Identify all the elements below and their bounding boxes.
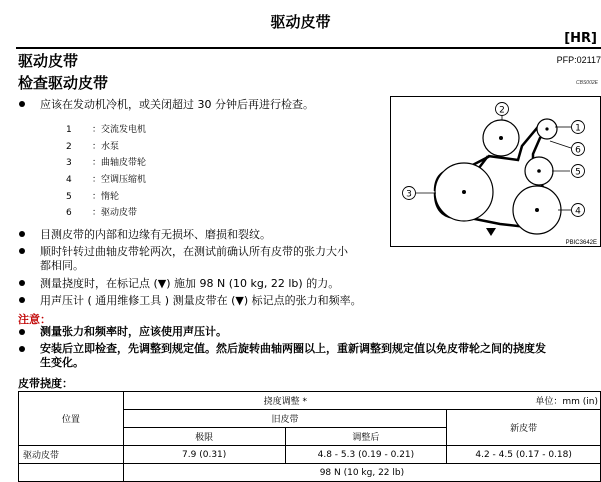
row-new: 4.2 - 4.5 (0.17 - 0.18) — [447, 446, 601, 464]
bullet-item-continued: 都相同。 — [40, 259, 84, 272]
pulley-center — [535, 208, 539, 212]
bullet-dot — [19, 280, 25, 286]
figure-id: PBIC3642E — [565, 240, 597, 246]
legend-item: 1 ：交流发电机 — [66, 125, 147, 135]
header-position: 位置 — [19, 392, 124, 446]
callout-6: 6 — [575, 145, 581, 156]
header-new-belt: 新皮带 — [447, 410, 601, 446]
header-after-adjust: 调整后 — [285, 428, 447, 446]
callout-1: 1 — [575, 123, 581, 134]
section-title: 驱动皮带 — [18, 52, 79, 70]
section-tag: [HR] — [564, 31, 597, 46]
header-rule — [16, 47, 601, 49]
legend-item: 2 ：水泵 — [66, 142, 120, 152]
caution-item: 安装后立即检查，先调整到规定值。然后旋转曲轴两圈以上，重新调整到规定值以免皮带轮之间的挠度发 — [40, 342, 546, 355]
page-title: 驱动皮带 — [270, 13, 331, 31]
header-used-belt: 旧皮带 — [123, 410, 446, 428]
callout-2: 2 — [499, 105, 505, 116]
pulley-center — [462, 190, 466, 194]
bullet-dot — [19, 346, 25, 352]
pulley-center — [545, 127, 548, 130]
pulley-center — [537, 169, 541, 173]
table-row — [19, 464, 601, 482]
legend-item: 4 ：空调压缩机 — [66, 175, 147, 185]
table-header-row — [19, 392, 601, 410]
deflection-table — [18, 391, 601, 482]
legend-item: 3 ：曲轴皮带轮 — [66, 158, 147, 168]
bullet-item: 用声压计 ( 通用维修工具 ) 测量皮带在 (▼) 标记点的张力和频率。 — [40, 294, 362, 307]
row-force: 98 N (10 kg, 22 lb) — [123, 464, 600, 482]
bullet-item: 测量挠度时，在标记点 (▼) 施加 98 N (10 kg, 22 lb) 的力。 — [40, 277, 340, 290]
callout-3: 3 — [406, 189, 412, 200]
row-after: 4.8 - 5.3 (0.19 - 0.21) — [285, 446, 447, 464]
belt-diagram — [390, 96, 601, 247]
reference-code: CBS002E — [576, 80, 598, 86]
bullet-item: 顺时针转过曲轴皮带轮两次，在测试前确认所有皮带的张力大小 — [40, 245, 348, 258]
caution-item-continued: 生变化。 — [40, 356, 84, 369]
row-name: 驱动皮带 — [19, 446, 124, 464]
bullet-item: 目测皮带的内部和边缘有无损坏、磨损和裂纹。 — [40, 228, 271, 241]
legend-item: 5 ：惰轮 — [66, 192, 120, 202]
bullet-dot — [19, 248, 25, 254]
callout-5: 5 — [575, 167, 581, 178]
table-title: 皮带挠度： — [18, 377, 73, 390]
header-unit: 单位：mm (in) — [447, 392, 601, 410]
header-adjust: 挠度调整 * — [123, 392, 446, 410]
caution-label: 注意： — [18, 313, 51, 326]
callout-4: 4 — [575, 206, 581, 217]
intro-bullet: 应该在发动机冷机，或关闭超过 30 分钟后再进行检查。 — [40, 98, 314, 111]
empty-cell — [19, 464, 124, 482]
row-limit: 7.9 (0.31) — [123, 446, 285, 464]
bullet-dot — [19, 101, 25, 107]
bullet-dot — [19, 231, 25, 237]
pulley-center — [499, 136, 503, 140]
legend-item: 6 ：驱动皮带 — [66, 208, 138, 218]
section-subtitle: 检查驱动皮带 — [18, 74, 109, 92]
table-row — [19, 446, 601, 464]
caution-item: 测量张力和频率时，应该使用声压计。 — [40, 325, 227, 338]
bullet-dot — [19, 329, 25, 335]
header-limit: 极限 — [123, 428, 285, 446]
bullet-dot — [19, 297, 25, 303]
part-code: PFP:02117 — [556, 55, 601, 65]
